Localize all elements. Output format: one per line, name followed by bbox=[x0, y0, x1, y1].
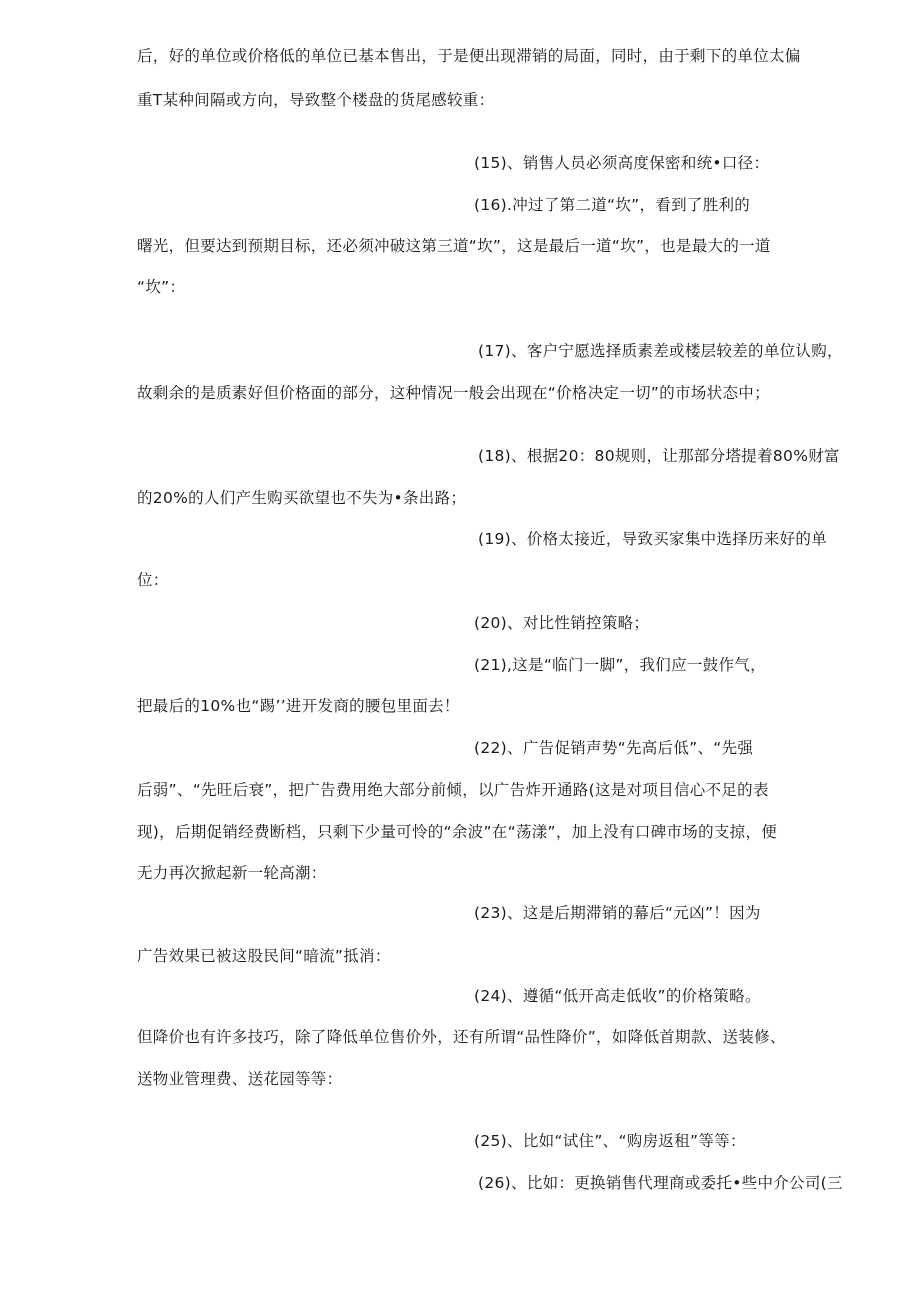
list-item-17: (17)、客户宁愿选择质素差或楼层较差的单位认购， bbox=[478, 342, 843, 360]
paragraph-line: 广告效果已被这股民间“暗流”抵消： bbox=[137, 947, 391, 965]
list-item-26: (26)、比如：更换销售代理商或委托•些中介公司(三 bbox=[478, 1174, 843, 1192]
list-item-23: (23)、这是后期滞销的幕后“元凶”！因为 bbox=[474, 904, 761, 922]
list-item-21: (21),这是“临门一脚”，我们应一鼓作气， bbox=[474, 656, 766, 674]
paragraph-line: 但降价也有许多技巧，除了降低单位售价外，还有所谓“品性降价”，如降低首期款、送装修、 bbox=[137, 1028, 786, 1046]
list-item-20: (20)、对比性销控策略； bbox=[474, 614, 650, 632]
paragraph-line: “坎”： bbox=[137, 278, 186, 296]
paragraph-line: 后弱”、“先旺后衰”，把广告费用绝大部分前倾，以广告炸开通路(这是对项目信心不足的表 bbox=[137, 781, 769, 799]
paragraph-line: 把最后的10%也“踢’’进开发商的腰包里面去！ bbox=[137, 697, 460, 715]
list-item-18: (18)、根据20：80规则，让那部分塔提着80%财富 bbox=[478, 447, 840, 465]
paragraph-line: 曙光，但要达到预期目标，还必须冲破这第三道“坎”，这是最后一道“坎”，也是最大的一道 bbox=[137, 237, 771, 255]
list-item-15: (15)、销售人员必须高度保密和统•口径： bbox=[474, 154, 770, 172]
paragraph-line: 后，好的单位或价格低的单位已基本售出，于是便出现滞销的局面，同时，由于剩下的单位太偏 bbox=[137, 47, 801, 65]
paragraph-line: 故剩余的是质素好但价格面的部分，这种情况一般会出现在“价格决定一切”的市场状态中； bbox=[137, 384, 770, 402]
list-item-24: (24)、遵循“低开高走低收”的价格策略。 bbox=[474, 987, 761, 1005]
list-item-22: (22)、广告促销声势“先高后低”、“先强 bbox=[474, 739, 754, 757]
list-item-19: (19)、价格太接近，导致买家集中选择历来好的单 bbox=[478, 530, 828, 548]
paragraph-line: 重T某种间隔或方向，导致整个楼盘的货尾感较重： bbox=[137, 91, 495, 109]
list-item-25: (25)、比如“试住”、“购房返租”等等： bbox=[474, 1132, 746, 1150]
paragraph-line: 送物业管理费、送花园等等： bbox=[137, 1070, 343, 1088]
list-item-16: (16).冲过了第二道“坎”，看到了胜利的 bbox=[474, 196, 751, 214]
paragraph-line: 位： bbox=[137, 571, 169, 589]
paragraph-line: 现)，后期促销经费断档，只剩下少量可怜的“余波”在“荡漾”，加上没有口碑市场的支掠，便 bbox=[137, 823, 778, 841]
paragraph-line: 的20%的人们产生购买欲望也不失为•条出路； bbox=[137, 489, 467, 507]
paragraph-line: 无力再次掀起新一轮高潮： bbox=[137, 864, 327, 882]
